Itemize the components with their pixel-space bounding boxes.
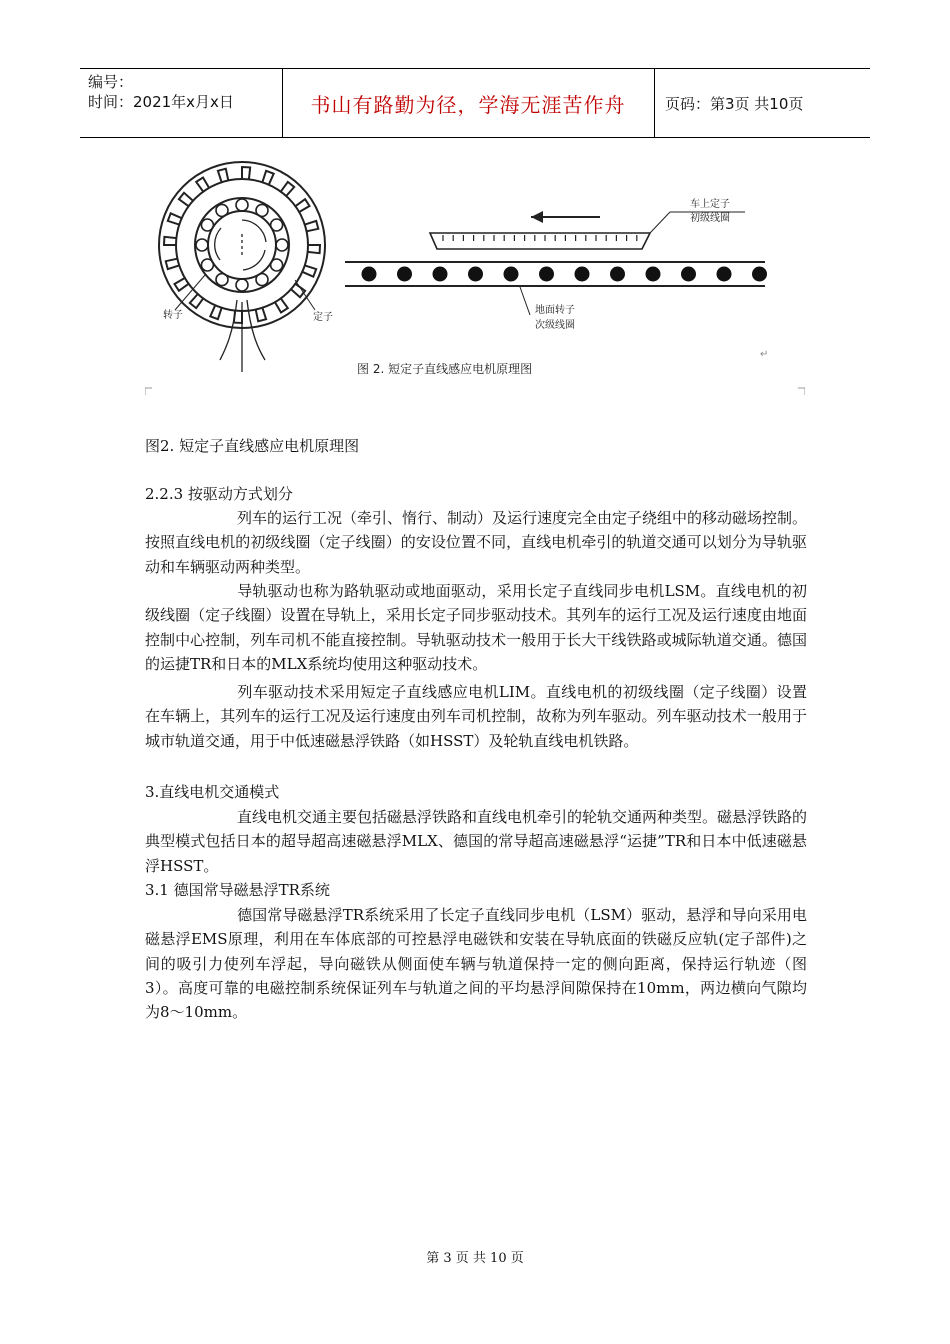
secondary-conductor-dot [504, 267, 519, 282]
rotary-motor-drawing [159, 162, 325, 372]
secondary-conductor-dot [646, 267, 661, 282]
secondary-conductor-dot [539, 267, 554, 282]
secondary-conductor-dot [362, 267, 377, 282]
secondary-conductor-dot [717, 267, 732, 282]
rotor-label: 转子 [163, 310, 183, 321]
header-motto: 书山有路勤为径，学海无涯苦作舟 [310, 92, 626, 117]
secondary-conductor-dot [575, 267, 590, 282]
paragraph: 导轨驱动也称为路轨驱动或地面驱动，采用长定子直线同步电机LSM。直线电机的初级线圈（定子线圈）设置在导轨上，采用长定子同步驱动技术。其列车的运行工况及运行速度由地面控制中心控制，列车司机不能直接控制。导轨驱动技术一般用于长大干线铁路或城际轨道交通。德国的运捷TR和日本的MLX系统均使用这种驱动技术。 [145, 582, 807, 673]
figure-linear-induction-motor [145, 150, 805, 395]
secondary-conductor-dot [610, 267, 625, 282]
header-divider [654, 69, 655, 137]
section-heading-3: 3.直线电机交通模式 [145, 783, 280, 801]
paragraph: 列车驱动技术采用短定子直线感应电机LIM。直线电机的初级线圈（定子线圈）设置在车辆上，其列车的运行工况及运行速度由列车司机控制，故称为列车驱动。列车驱动技术一般用于城市轨道交通，用于中低速磁悬浮铁路（如HSST）及轮轨直线电机铁路。 [145, 683, 807, 750]
car-coil-label: 初级线圈 [690, 213, 730, 224]
secondary-conductor-dot [752, 267, 767, 282]
secondary-conductor-dot [397, 267, 412, 282]
linear-motor-drawing [345, 211, 767, 315]
ground-coil-label: 次级线圈 [535, 320, 575, 331]
ground-rotor-label: 地面转子 [535, 305, 575, 316]
paragraph: 德国常导磁悬浮TR系统采用了长定子直线同步电机（LSM）驱动，悬浮和导向采用电磁悬浮EMS原理，利用在车体底部的可控悬浮电磁铁和安装在导轨底面的铁磁反应轨(定子部件)之间的吸引力使列车浮起，导向磁铁从侧面使车辆与轨道保持一定的侧向距离，保持运行轨迹（图3）。高度可靠的电磁控制系统保证列车与轨道之间的平均悬浮间隙保持在10mm，两边横向气隙均为8～10mm。 [145, 906, 807, 1022]
stator-label: 定子 [313, 312, 333, 323]
paragraph: 直线电机交通主要包括磁悬浮铁路和直线电机牵引的轮轨交通两种类型。磁悬浮铁路的典型模式包括日本的超导超高速磁悬浮MLX、德国的常导超高速磁悬浮“运捷”TR和日本中低速磁悬浮HSST。 [145, 808, 808, 875]
secondary-conductor-dot [468, 267, 483, 282]
section-heading-3-1: 3.1 德国常导磁悬浮TR系统 [145, 881, 330, 899]
page-footer: 第 3 页 共 10 页 [426, 1251, 524, 1266]
svg-text:↵: ↵ [760, 349, 769, 360]
time-label: 时间：2021年x月x日 [88, 93, 234, 111]
car-stator-label: 车上定子 [690, 199, 730, 210]
section-heading-2-2-3: 2.2.3 按驱动方式划分 [145, 485, 293, 503]
code-label: 编号： [88, 73, 134, 91]
secondary-conductor-dot [681, 267, 696, 282]
secondary-conductor-dot [433, 267, 448, 282]
page-info: 页码：第3页 共10页 [665, 95, 804, 113]
header-meta [80, 69, 282, 137]
page-header [80, 68, 870, 138]
figure-caption: 图2. 短定子直线感应电机原理图 [145, 437, 360, 455]
figure-inner-caption: 图 2. 短定子直线感应电机原理图 [357, 362, 533, 376]
paragraph: 列车的运行工况（牵引、惰行、制动）及运行速度完全由定子绕组中的移动磁场控制。按照直线电机的初级线圈（定子线圈）的安设位置不同，直线电机牵引的轨道交通可以划分为导轨驱动和车辆驱动两种类型。 [145, 509, 808, 576]
